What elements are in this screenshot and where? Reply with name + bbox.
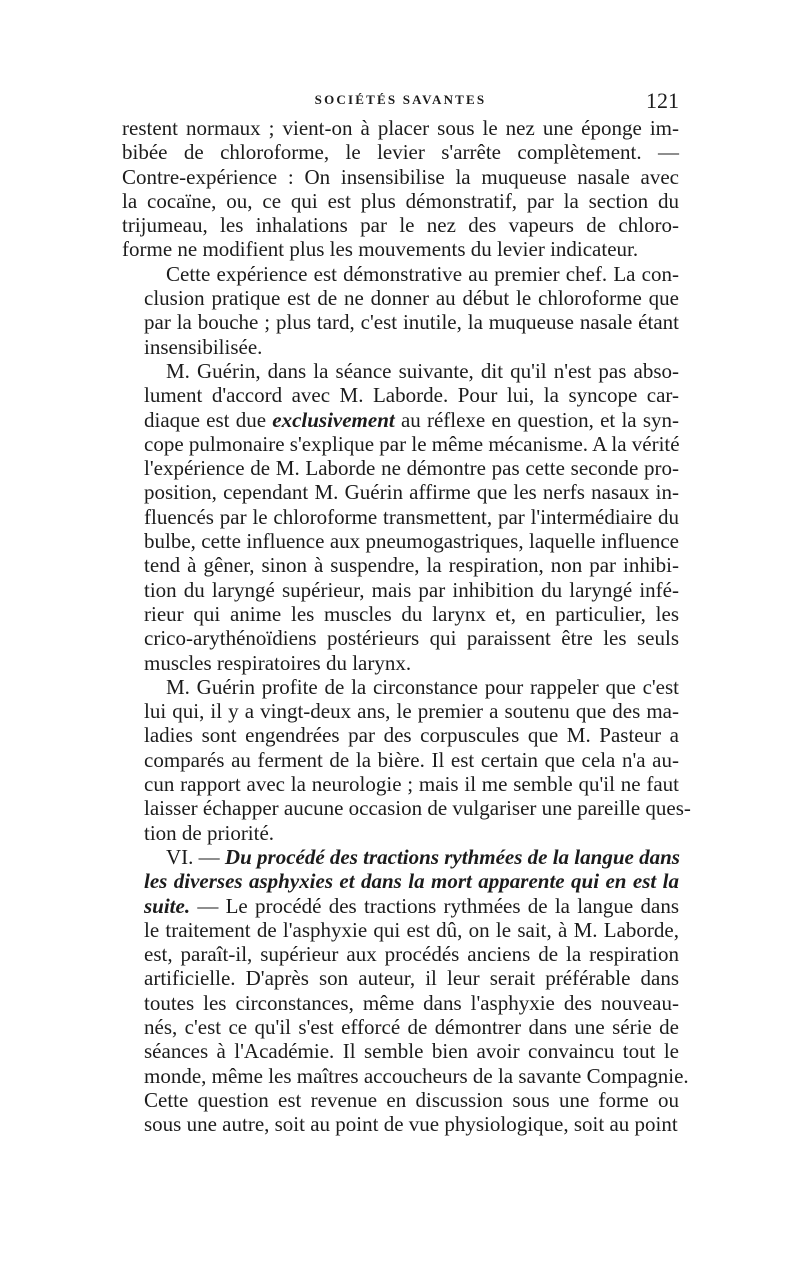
text-line: les diverses asphyxies et dans la mort apparente qui en est la: [144, 869, 679, 894]
text-line: position, cependant M. Guérin affirme que les nerfs nasaux in-: [144, 480, 679, 505]
text-line: M. Guérin profite de la circonstance pour rappeler que c'est: [166, 674, 679, 699]
paragraph: [122, 262, 679, 359]
body-text: [122, 116, 691, 1137]
text-line: crico-arythénoïdiens postérieurs qui paraissent être les seuls: [144, 626, 679, 651]
text-line: Contre-expérience : On insensibilise la muqueuse nasale avec: [122, 164, 679, 189]
text-line: lument d'accord avec M. Laborde. Pour lui, la syncope car-: [144, 383, 679, 408]
page-number: 121: [646, 88, 679, 113]
text-line: artificielle. D'après son auteur, il leur serait préférable dans: [144, 966, 679, 991]
text-line: fluencés par le chloroforme transmettent, par l'intermédiaire du: [144, 504, 679, 529]
text-line: diaque est due exclusivement au réflexe en question, et la syn-: [144, 407, 679, 432]
text-line: cun rapport avec la neurologie ; mais il me semble qu'il ne faut: [144, 772, 679, 797]
text-line: rieur qui anime les muscles du larynx et, en particulier, les: [144, 601, 679, 626]
text-line: Cette expérience est démonstrative au premier chef. La con-: [166, 261, 679, 286]
text-line: bibée de chloroforme, le levier s'arrête complètement. —: [122, 140, 679, 165]
text-line: laisser échapper aucune occasion de vulgariser une pareille ques-: [144, 796, 691, 821]
text-line: trijumeau, les inhalations par le nez des vapeurs de chloro-: [122, 213, 679, 238]
text-line: le traitement de l'asphyxie qui est dû, on le sait, à M. Laborde,: [144, 917, 679, 942]
text-line: par la bouche ; plus tard, c'est inutile, la muqueuse nasale étant: [144, 310, 679, 335]
text-line: ladies sont engendrées par des corpuscules que M. Pasteur a: [144, 723, 679, 748]
text-line: bulbe, cette influence aux pneumogastriques, laquelle influence: [144, 529, 679, 554]
text-line: cope pulmonaire s'explique par le même mécanisme. A la vérité: [144, 431, 680, 456]
text-line: sous une autre, soit au point de vue physiologique, soit au point: [144, 1112, 678, 1137]
text-line: nés, c'est ce qu'il s'est efforcé de démontrer dans une série de: [144, 1014, 679, 1039]
text-line: insensibilisée.: [144, 334, 263, 359]
text-line: monde, même les maîtres accoucheurs de la savante Compagnie.: [144, 1063, 689, 1088]
paragraph: [122, 674, 691, 845]
text-line: l'expérience de M. Laborde ne démontre pas cette seconde pro-: [144, 456, 679, 481]
text-line: suite. — Le procédé des tractions rythmées de la langue dans: [144, 893, 679, 918]
paragraph: [122, 844, 689, 1137]
text-line: VI. — Du procédé des tractions rythmées de la langue dans: [166, 844, 680, 869]
text-line: Cette question est revenue en discussion sous une forme ou: [144, 1087, 679, 1112]
text-line: lui qui, il y a vingt-deux ans, le premier a soutenu que des ma-: [144, 699, 679, 724]
running-title: SOCIÉTÉS SAVANTES: [314, 92, 487, 107]
text-line: tion de priorité.: [144, 820, 275, 845]
running-head: [122, 88, 679, 116]
text-line: tend à gêner, sinon à suspendre, la respiration, non par inhibi-: [144, 553, 679, 578]
paragraph: [122, 359, 679, 675]
paragraph: [122, 116, 679, 262]
text-line: clusion pratique est de ne donner au début le chloroforme que: [144, 286, 679, 311]
text-line: tion du laryngé supérieur, mais par inhibition du laryngé infé-: [144, 577, 679, 602]
text-line: comparés au ferment de la bière. Il est certain que cela n'a au-: [144, 747, 679, 772]
text-line: toutes les circonstances, même dans l'asphyxie des nouveau-: [144, 990, 679, 1015]
text-line: muscles respiratoires du larynx.: [144, 650, 412, 675]
text-line: la cocaïne, ou, ce qui est plus démonstratif, par la section du: [122, 188, 679, 213]
text-line: séances à l'Académie. Il semble bien avoir convaincu tout le: [144, 1039, 679, 1064]
text-line: restent normaux ; vient-on à placer sous le nez une éponge im-: [122, 116, 679, 140]
text-line: M. Guérin, dans la séance suivante, dit qu'il n'est pas abso-: [166, 358, 679, 383]
page: [122, 88, 691, 1137]
text-line: forme ne modifient plus les mouvements du levier indicateur.: [122, 237, 639, 262]
text-line: est, paraît-il, supérieur aux procédés anciens de la respiration: [144, 942, 679, 967]
